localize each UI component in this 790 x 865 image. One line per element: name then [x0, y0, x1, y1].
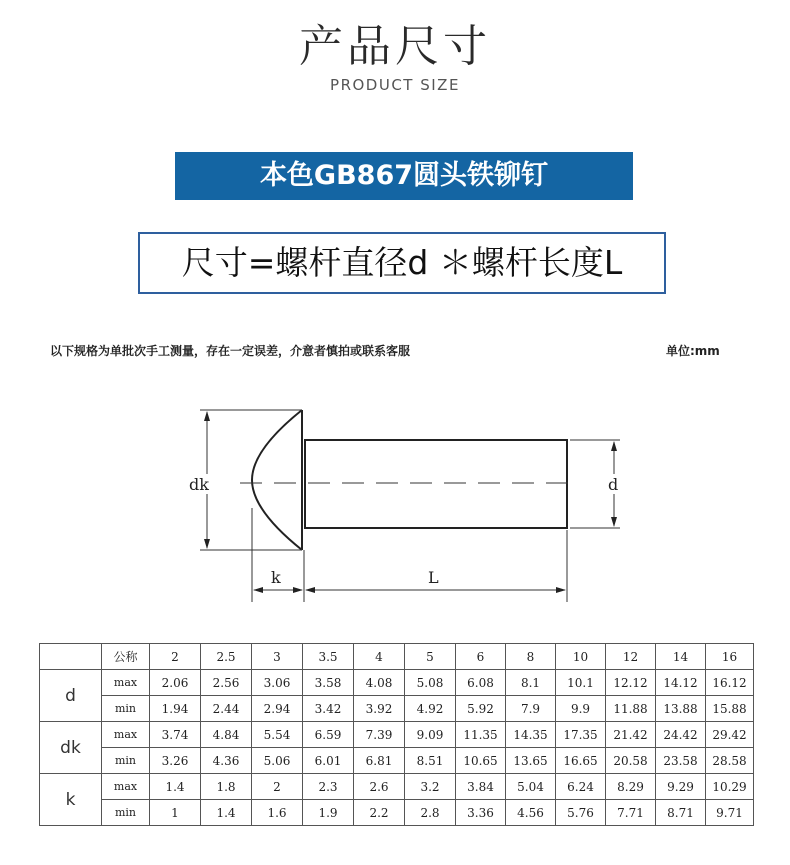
L-arrow-left [305, 587, 315, 593]
value-cell: 14.12 [656, 670, 706, 696]
value-cell: 2.2 [354, 800, 405, 826]
dk-arrow-bottom [204, 539, 210, 549]
value-cell: 5.08 [405, 670, 456, 696]
value-cell: 1.8 [201, 774, 252, 800]
size-header: 8 [506, 644, 556, 670]
value-cell: 2.8 [405, 800, 456, 826]
value-cell: 24.42 [656, 722, 706, 748]
limit-label: max [102, 774, 150, 800]
measurement-note: 以下规格为单批次手工测量，存在一定误差，介意者慎拍或联系客服 [50, 344, 411, 358]
page-title: 产品尺寸 [299, 21, 491, 72]
table-row [40, 696, 754, 722]
value-cell: 8.51 [405, 748, 456, 774]
size-header: 2 [150, 644, 201, 670]
unit-label: 单位:mm [666, 344, 720, 358]
value-cell: 20.58 [606, 748, 656, 774]
dk-arrow-top [204, 411, 210, 421]
dimension-symbol: d [40, 670, 102, 722]
limit-label: min [102, 800, 150, 826]
value-cell: 9.29 [656, 774, 706, 800]
value-cell: 2.56 [201, 670, 252, 696]
value-cell: 7.39 [354, 722, 405, 748]
value-cell: 4.08 [354, 670, 405, 696]
value-cell: 2.3 [303, 774, 354, 800]
value-cell: 7.9 [506, 696, 556, 722]
value-cell: 2.44 [201, 696, 252, 722]
value-cell: 3.06 [252, 670, 303, 696]
value-cell: 29.42 [706, 722, 754, 748]
value-cell: 6.24 [556, 774, 606, 800]
d-arrow-bottom [611, 517, 617, 527]
value-cell: 1.9 [303, 800, 354, 826]
value-cell: 3.36 [456, 800, 506, 826]
value-cell: 6.08 [456, 670, 506, 696]
value-cell: 3.92 [354, 696, 405, 722]
limit-label: min [102, 748, 150, 774]
header-row [40, 644, 754, 670]
value-cell: 16.65 [556, 748, 606, 774]
rivet-head-outline [252, 410, 302, 550]
value-cell: 3.84 [456, 774, 506, 800]
k-arrow-left [253, 587, 263, 593]
value-cell: 3.26 [150, 748, 201, 774]
value-cell: 10.29 [706, 774, 754, 800]
value-cell: 4.92 [405, 696, 456, 722]
value-cell: 3.74 [150, 722, 201, 748]
value-cell: 2.94 [252, 696, 303, 722]
rivet-diagram [180, 390, 640, 610]
dimension-symbol: k [40, 774, 102, 826]
corner-cell [40, 644, 102, 670]
value-cell: 6.01 [303, 748, 354, 774]
table-row [40, 722, 754, 748]
value-cell: 21.42 [606, 722, 656, 748]
size-header: 3 [252, 644, 303, 670]
value-cell: 15.88 [706, 696, 754, 722]
table-row [40, 774, 754, 800]
value-cell: 5.04 [506, 774, 556, 800]
value-cell: 1.6 [252, 800, 303, 826]
table-row [40, 800, 754, 826]
size-header: 3.5 [303, 644, 354, 670]
product-banner: 本色GB867圆头铁铆钉 [175, 152, 633, 200]
value-cell: 12.12 [606, 670, 656, 696]
value-cell: 4.56 [506, 800, 556, 826]
size-header: 16 [706, 644, 754, 670]
size-header: 12 [606, 644, 656, 670]
limit-label: max [102, 722, 150, 748]
value-cell: 2 [252, 774, 303, 800]
value-cell: 2.06 [150, 670, 201, 696]
value-cell: 6.59 [303, 722, 354, 748]
dk-label: dk [189, 475, 209, 494]
value-cell: 8.1 [506, 670, 556, 696]
size-header: 2.5 [201, 644, 252, 670]
value-cell: 9.9 [556, 696, 606, 722]
value-cell: 4.36 [201, 748, 252, 774]
d-label: d [608, 475, 619, 494]
spec-table [39, 643, 754, 826]
value-cell: 1 [150, 800, 201, 826]
size-header: 10 [556, 644, 606, 670]
value-cell: 5.06 [252, 748, 303, 774]
value-cell: 5.92 [456, 696, 506, 722]
value-cell: 14.35 [506, 722, 556, 748]
size-formula: 尺寸=螺杆直径d ＊螺杆长度L [138, 232, 666, 294]
value-cell: 2.6 [354, 774, 405, 800]
limit-label: min [102, 696, 150, 722]
L-arrow-right [556, 587, 566, 593]
value-cell: 10.1 [556, 670, 606, 696]
value-cell: 4.84 [201, 722, 252, 748]
value-cell: 8.29 [606, 774, 656, 800]
L-label: L [428, 568, 439, 587]
table-row [40, 670, 754, 696]
value-cell: 17.35 [556, 722, 606, 748]
size-header: 5 [405, 644, 456, 670]
value-cell: 28.58 [706, 748, 754, 774]
value-cell: 7.71 [606, 800, 656, 826]
page-subtitle: PRODUCT SIZE [330, 76, 460, 94]
value-cell: 1.4 [150, 774, 201, 800]
value-cell: 11.88 [606, 696, 656, 722]
value-cell: 23.58 [656, 748, 706, 774]
value-cell: 1.94 [150, 696, 201, 722]
value-cell: 5.76 [556, 800, 606, 826]
value-cell: 11.35 [456, 722, 506, 748]
value-cell: 13.65 [506, 748, 556, 774]
value-cell: 3.58 [303, 670, 354, 696]
value-cell: 9.71 [706, 800, 754, 826]
k-arrow-right [293, 587, 303, 593]
value-cell: 6.81 [354, 748, 405, 774]
size-header: 14 [656, 644, 706, 670]
dimension-symbol: dk [40, 722, 102, 774]
size-header: 4 [354, 644, 405, 670]
value-cell: 8.71 [656, 800, 706, 826]
value-cell: 13.88 [656, 696, 706, 722]
rivet-shank [305, 440, 567, 528]
value-cell: 16.12 [706, 670, 754, 696]
value-cell: 9.09 [405, 722, 456, 748]
value-cell: 5.54 [252, 722, 303, 748]
k-label: k [271, 568, 281, 587]
value-cell: 1.4 [201, 800, 252, 826]
size-header: 6 [456, 644, 506, 670]
d-arrow-top [611, 441, 617, 451]
value-cell: 3.42 [303, 696, 354, 722]
table-row [40, 748, 754, 774]
nominal-header: 公称 [102, 644, 150, 670]
value-cell: 10.65 [456, 748, 506, 774]
value-cell: 3.2 [405, 774, 456, 800]
limit-label: max [102, 670, 150, 696]
